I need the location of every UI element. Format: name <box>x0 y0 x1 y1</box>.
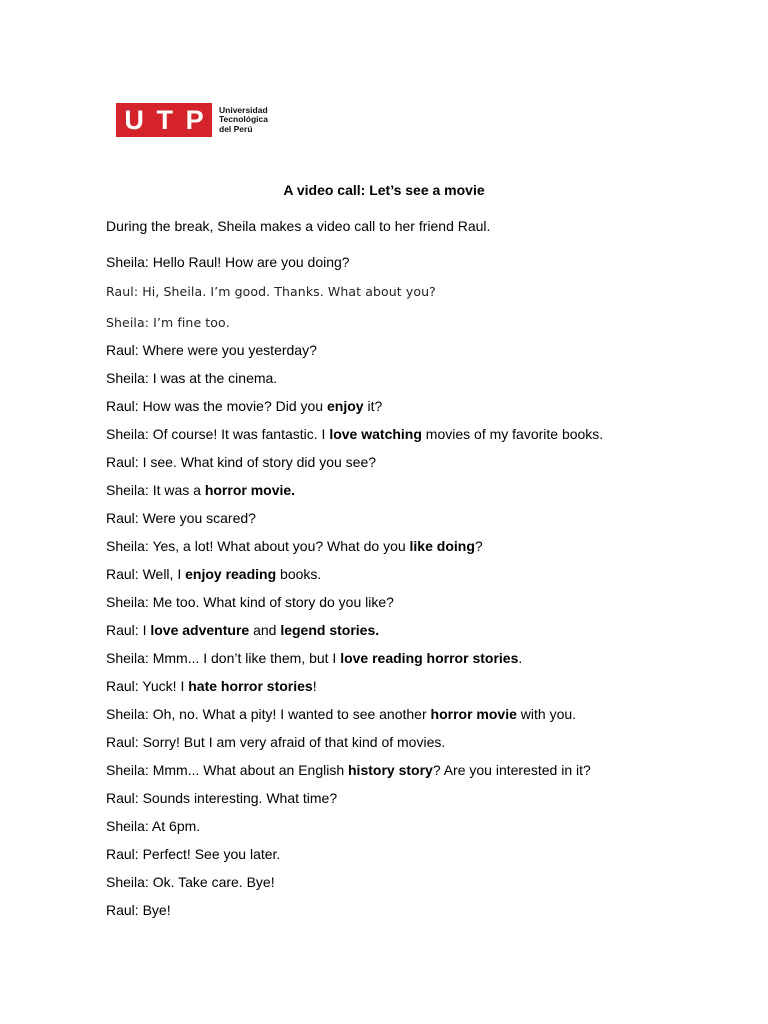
dialogue-line <box>106 252 350 272</box>
line-text: Sheila: Oh, no. What a pity! I wanted to see another <box>106 706 431 722</box>
logo-mark <box>116 103 212 137</box>
line-text: Raul: Where were you yesterday? <box>106 342 317 358</box>
line-text: Raul: Perfect! See you later. <box>106 846 281 862</box>
bold-phrase: horror movie <box>430 706 517 722</box>
line-text: Sheila: Of course! It was fantastic. I <box>106 426 330 442</box>
line-text: Raul: Well, I <box>106 566 186 582</box>
dialogue-line <box>106 313 230 333</box>
line-text: Raul: Sorry! But I am very afraid of that kind of movies. <box>106 734 446 750</box>
dialogue-line <box>106 452 376 472</box>
line-text: ! <box>312 678 317 694</box>
document-title: A video call: Let’s see a movie <box>283 182 485 198</box>
line-text: Raul: How was the movie? Did you <box>106 398 327 414</box>
line-text: Sheila: Mmm... I don’t like them, but I <box>106 650 341 666</box>
line-text: Sheila: It was a <box>106 482 205 498</box>
line-text: movies of my favorite books. <box>421 426 604 442</box>
line-text: Sheila: I’m fine too. <box>106 315 230 330</box>
bold-phrase: enjoy reading <box>185 566 277 582</box>
line-text: Raul: I <box>106 622 151 638</box>
dialogue-line <box>106 900 171 920</box>
dialogue-line <box>106 704 576 724</box>
dialogue-line <box>106 508 256 528</box>
line-text: Raul: Hi, Sheila. I’m good. Thanks. What about you? <box>106 284 436 299</box>
bold-phrase: horror movie. <box>204 482 296 498</box>
logo-text <box>219 106 268 135</box>
dialogue-line <box>106 282 436 302</box>
line-text: ? <box>474 538 483 554</box>
dialogue-line <box>106 424 603 444</box>
dialogue-line <box>106 480 295 500</box>
line-text: Sheila: Ok. Take care. Bye! <box>106 874 275 890</box>
bold-phrase: legend stories. <box>280 622 380 638</box>
line-text: Sheila: At 6pm. <box>106 818 201 834</box>
dialogue-line <box>106 564 321 584</box>
bold-phrase: enjoy <box>327 398 364 414</box>
bold-phrase: like doing <box>409 538 475 554</box>
logo-text-line: del Perú <box>219 123 253 134</box>
logo-letter-p: P <box>185 105 204 135</box>
line-text: with you. <box>516 706 577 722</box>
logo-text-line: Tecnológica <box>219 114 268 125</box>
dialogue-line <box>106 592 394 612</box>
dialogue-line <box>106 760 591 780</box>
dialogue-line <box>106 648 522 668</box>
line-text: Raul: I see. What kind of story did you see? <box>106 454 377 470</box>
dialogue-line <box>106 816 200 836</box>
bold-phrase: history story <box>348 762 433 778</box>
logo-letter-u: U <box>124 105 144 135</box>
dialogue-line <box>106 368 277 388</box>
logo-text-line: Universidad <box>219 104 268 115</box>
dialogue-line <box>106 844 280 864</box>
bold-phrase: love watching <box>329 426 422 442</box>
intro-paragraph: During the break, Sheila makes a video call to her friend Raul. <box>106 218 491 234</box>
line-text: . <box>518 650 523 666</box>
line-text: Raul: Bye! <box>106 902 171 918</box>
line-text: Sheila: Me too. What kind of story do you like? <box>106 594 394 610</box>
line-text: books. <box>276 566 322 582</box>
dialogue-line <box>106 536 483 556</box>
line-text: and <box>249 622 281 638</box>
dialogue-line <box>106 732 445 752</box>
line-text: Raul: Sounds interesting. What time? <box>106 790 338 806</box>
dialogue-line <box>106 396 382 416</box>
line-text: Sheila: Yes, a lot! What about you? What do you <box>106 538 410 554</box>
line-text: Sheila: I was at the cinema. <box>106 370 278 386</box>
line-text: Sheila: Hello Raul! How are you doing? <box>106 254 350 270</box>
dialogue-line <box>106 620 379 640</box>
dialogue-line <box>106 676 317 696</box>
dialogue-line <box>106 872 275 892</box>
bold-phrase: hate horror stories <box>188 678 313 694</box>
utp-logo <box>116 103 268 137</box>
line-text: Raul: Were you scared? <box>106 510 256 526</box>
dialogue-line <box>106 340 317 360</box>
line-text: Raul: Yuck! I <box>106 678 189 694</box>
bold-phrase: love reading horror stories <box>340 650 519 666</box>
bold-phrase: love adventure <box>150 622 250 638</box>
line-text: ? Are you interested in it? <box>432 762 591 778</box>
dialogue-line <box>106 788 337 808</box>
line-text: it? <box>363 398 383 414</box>
logo-letter-t: T <box>156 105 173 135</box>
line-text: Sheila: Mmm... What about an English <box>106 762 348 778</box>
